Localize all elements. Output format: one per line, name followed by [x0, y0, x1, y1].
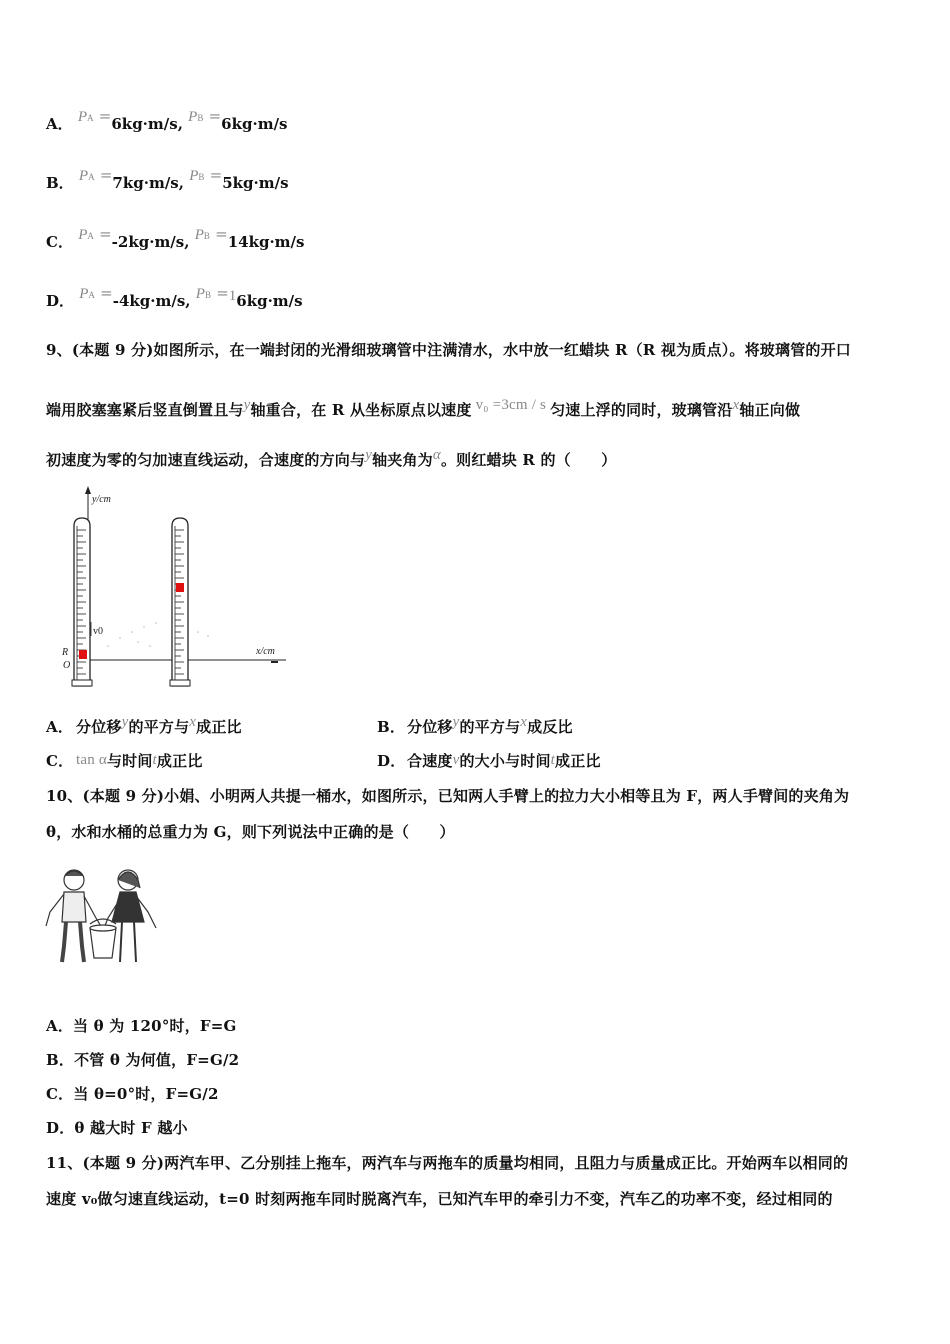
tan-alpha-symbol: tan α: [76, 752, 107, 768]
x-symbol: x: [189, 714, 197, 730]
glass-tube-right: [170, 518, 190, 686]
pb-symbol: PB: [188, 109, 204, 125]
pb-symbol: PB: [195, 286, 211, 302]
red-wax-block-start: [79, 650, 87, 659]
x-symbol: x: [520, 714, 528, 730]
two-kids-carrying-bucket-figure: [44, 866, 160, 970]
y-axis-label: y/cm: [92, 494, 111, 505]
option-letter: C．: [46, 233, 73, 251]
red-wax-block-moved: [176, 583, 184, 592]
pb-value: 6kg·m/s: [221, 115, 288, 133]
r-label: R: [62, 647, 69, 658]
q9-option-d[interactable]: D． 合速度v的大小与时间t成正比: [377, 752, 601, 770]
y-symbol: y: [452, 714, 460, 730]
pa-symbol: PA: [79, 286, 95, 302]
q10-line-1: 10、(本题 9 分)小娟、小明两人共提一桶水，如图所示，已知两人手臂上的拉力大小相等且为 F，两人手臂间的夹角为: [46, 787, 850, 805]
q9-line-2: 端用胶塞塞紧后竖直倒置且与y轴重合，在 R 从坐标原点以速度 v₀ =3cm / s 匀速上浮的同时，玻璃管沿x轴正向做: [46, 397, 801, 419]
glass-tube-figure: [58, 486, 298, 692]
q9-option-c[interactable]: C． tan α与时间t成正比: [46, 752, 203, 770]
q9-option-b[interactable]: B． 分位移y的平方与x成反比: [377, 714, 573, 736]
equals-sign: =: [98, 107, 112, 125]
option-letter: A．: [46, 115, 73, 133]
pb-value: 14kg·m/s: [227, 233, 305, 251]
q10-option-c[interactable]: C．当 θ=0°时，F=G/2: [46, 1085, 219, 1103]
pb-value: 6kg·m/s: [236, 292, 303, 310]
q8-option-a[interactable]: [46, 107, 288, 136]
pa-value: -2kg·m/s,: [111, 233, 190, 251]
x-axis-label: x/cm: [256, 646, 275, 657]
v0-label: v0: [93, 626, 103, 637]
pb-symbol: PB: [194, 227, 210, 243]
x-symbol: x: [732, 397, 740, 413]
alpha-symbol: α: [432, 447, 441, 463]
velocity-symbol: v₀ =3cm / s: [475, 397, 547, 413]
pa-value: -4kg·m/s,: [112, 292, 191, 310]
equals-sign: =: [208, 107, 222, 125]
pa-value: 7kg·m/s,: [112, 174, 184, 192]
q10-option-d[interactable]: D．θ 越大时 F 越小: [46, 1119, 188, 1137]
pa-value: 6kg·m/s,: [111, 115, 183, 133]
q8-option-b[interactable]: [46, 166, 289, 195]
t-symbol: t: [152, 752, 157, 768]
equals-sign: =: [209, 166, 223, 184]
pa-symbol: PA: [78, 227, 94, 243]
origin-label: O: [63, 660, 71, 671]
glass-tube-left: [72, 518, 92, 686]
q11-line-2: 速度 v₀做匀速直线运动，t=0 时刻两拖车同时脱离汽车，已知汽车甲的牵引力不变，汽车乙的功率不变，经过相同的: [46, 1190, 833, 1208]
y-symbol: y: [365, 447, 373, 463]
pb-symbol: PB: [189, 168, 205, 184]
pa-symbol: PA: [78, 168, 95, 184]
equals-sign: =: [215, 225, 228, 243]
equals-sign: =: [99, 225, 112, 243]
y-symbol: y: [121, 714, 129, 730]
y-axis-arrow: [85, 486, 91, 494]
q9-line-3: 初速度为零的匀加速直线运动，合速度的方向与y轴夹角为α。则红蜡块 R 的（ ）: [46, 447, 617, 469]
q8-option-d[interactable]: [46, 284, 303, 313]
q10-option-b[interactable]: B．不管 θ 为何值，F=G/2: [46, 1051, 240, 1069]
equals-sign: =: [216, 284, 229, 302]
pb-value: 5kg·m/s: [222, 174, 289, 192]
option-letter: B．: [46, 174, 74, 192]
pa-symbol: PA: [77, 109, 94, 125]
y-symbol: y: [243, 397, 251, 413]
q10-option-a[interactable]: A．当 θ 为 120°时，F=G: [46, 1017, 237, 1035]
pb-prefix: 1: [228, 288, 237, 304]
v-symbol: v: [452, 752, 460, 768]
equals-sign: =: [100, 284, 113, 302]
option-letter: D．: [46, 292, 75, 310]
q9-option-a[interactable]: A． 分位移y的平方与x成正比: [46, 714, 242, 736]
equals-sign: =: [99, 166, 113, 184]
t-symbol: t: [550, 752, 556, 768]
q11-line-1: 11、(本题 9 分)两汽车甲、乙分别挂上拖车，两汽车与两拖车的质量均相同，且阻力与质量成正比。开始两车以相同的: [46, 1154, 849, 1172]
q9-line-1: 9、(本题 9 分)如图所示，在一端封闭的光滑细玻璃管中注满清水，水中放一红蜡块 R（R 视为质点）。将玻璃管的开口: [46, 341, 851, 359]
trajectory-dots: [107, 622, 209, 647]
q10-line-2: θ，水和水桶的总重力为 G，则下列说法中正确的是（ ）: [46, 823, 455, 841]
q8-option-c[interactable]: [46, 225, 305, 254]
